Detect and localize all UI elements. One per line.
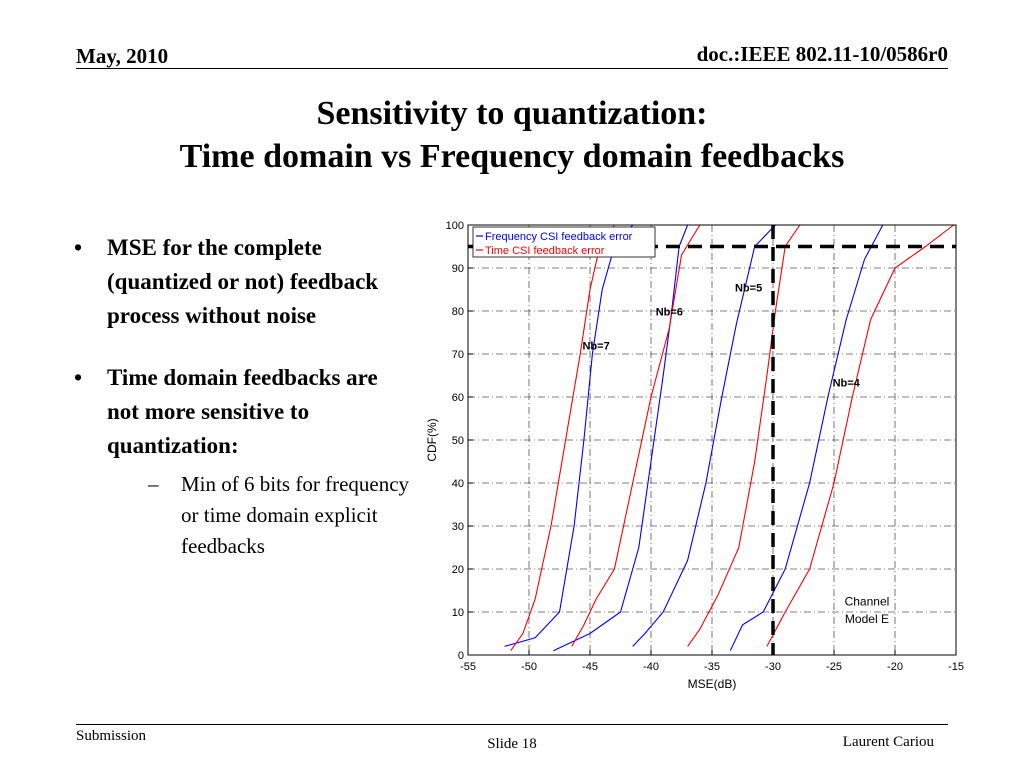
y-tick-label: 80 xyxy=(451,306,464,318)
x-tick-label: -15 xyxy=(948,661,964,673)
header-doc-id: doc.:IEEE 802.11-10/0586r0 xyxy=(696,42,948,66)
footer-author: Laurent Cariou xyxy=(842,734,934,750)
bullet-item xyxy=(74,361,414,562)
y-tick-label: 60 xyxy=(451,392,464,404)
x-tick-label: -50 xyxy=(521,661,537,673)
annotation-label: Nb=4 xyxy=(832,377,860,390)
x-tick-label: -30 xyxy=(765,661,781,673)
bullet-mark: • xyxy=(74,235,83,260)
annotation-label: Nb=5 xyxy=(734,282,763,295)
bullet-item xyxy=(74,231,414,333)
y-tick-label: 50 xyxy=(451,435,464,447)
annotation-label: Nb=6 xyxy=(655,306,683,319)
header-date: May, 2010 xyxy=(76,44,169,68)
footer-submission: Submission xyxy=(76,728,147,744)
annotation-label: Model E xyxy=(844,611,889,626)
footer-rule xyxy=(76,724,948,725)
legend-label-time: Time CSI feedback error xyxy=(485,245,605,257)
sub-bullet-mark: – xyxy=(148,472,159,496)
y-tick-label: 30 xyxy=(451,521,464,533)
sub-bullet-item xyxy=(140,469,414,562)
annotation-label: Channel xyxy=(844,594,890,609)
slide-title xyxy=(0,92,1024,178)
slide-title-line-2: Time domain vs Frequency domain feedbacks xyxy=(179,138,845,175)
x-tick-label: -55 xyxy=(460,661,476,673)
cdf-chart-svg xyxy=(420,215,980,695)
y-tick-label: 10 xyxy=(451,607,464,619)
bullet-list xyxy=(74,231,414,562)
slide-title-line-1: Sensitivity to quantization: xyxy=(316,95,708,132)
cdf-chart xyxy=(420,215,980,695)
y-tick-label: 40 xyxy=(451,478,464,490)
header-rule xyxy=(76,68,948,69)
x-tick-label: -35 xyxy=(704,661,720,673)
y-tick-label: 100 xyxy=(445,220,464,232)
bullet-text: Time domain feedbacks are not more sensitive to quantization: xyxy=(107,365,378,458)
y-tick-label: 70 xyxy=(451,349,464,361)
bullet-mark: • xyxy=(74,365,83,390)
x-axis-label: MSE(dB) xyxy=(687,677,737,691)
x-tick-label: -45 xyxy=(582,661,598,673)
y-tick-label: 20 xyxy=(451,564,464,576)
x-tick-label: -20 xyxy=(887,661,903,673)
bullet-text: MSE for the complete (quantized or not) feedback process without noise xyxy=(107,235,379,328)
footer-slide-number: Slide 18 xyxy=(487,736,537,752)
annotation-label: Nb=7 xyxy=(582,340,610,353)
y-axis-label: CDF(%) xyxy=(425,418,439,462)
x-tick-label: -40 xyxy=(643,661,659,673)
y-tick-label: 90 xyxy=(451,263,464,275)
x-tick-label: -25 xyxy=(826,661,842,673)
legend-label-frequency: Frequency CSI feedback error xyxy=(485,231,633,243)
sub-bullet-text: Min of 6 bits for frequency or time domain explicit feedbacks xyxy=(181,472,410,558)
y-tick-label: 0 xyxy=(457,650,464,662)
